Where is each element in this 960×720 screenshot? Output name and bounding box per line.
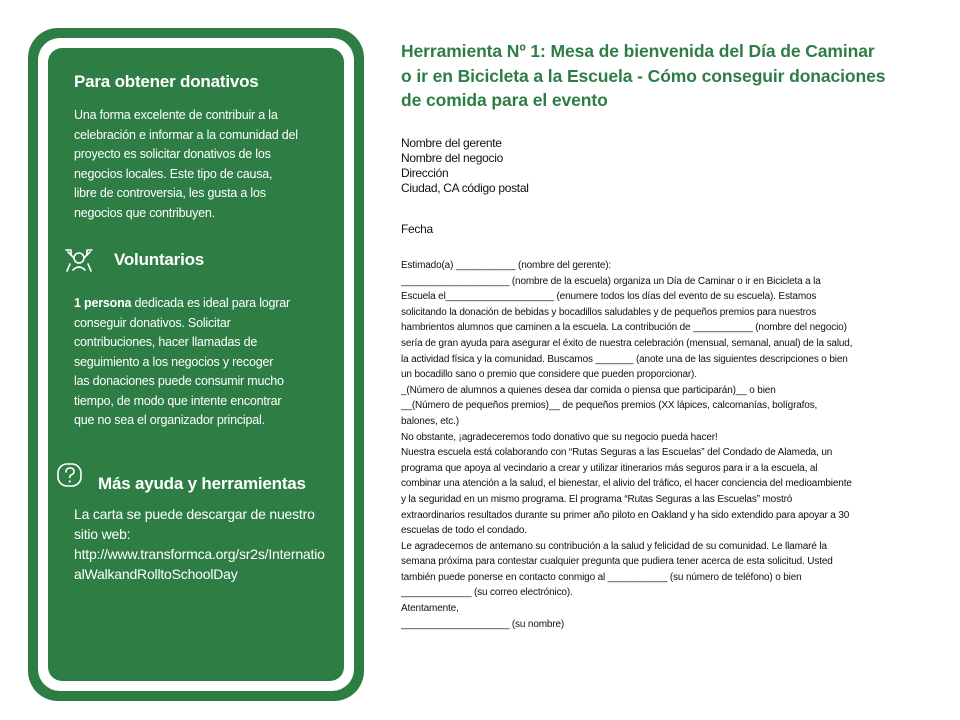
letter-line: Le agradecemos de antemano su contribución a la salud y felicidad de su comunidad. Le llamaré la	[401, 540, 827, 552]
donations-line: negocios locales. Este tipo de causa,	[74, 166, 273, 181]
help-url[interactable]: alWalkandRolltoSchoolDay	[74, 566, 238, 582]
address-line: Nombre del negocio	[401, 151, 503, 165]
volunteers-line: que no sea el organizador principal.	[74, 413, 265, 427]
donations-line: celebración e informar a la comunidad del	[74, 127, 298, 142]
document-title-line: o ir en Bicicleta a la Escuela - Cómo conseguir donaciones	[401, 65, 886, 86]
letter-line: Estimado(a) ___________ (nombre del gerente):	[401, 260, 612, 271]
help-line: La carta se puede descargar de nuestro	[74, 506, 315, 522]
help-url[interactable]: http://www.transformca.org/sr2s/Internatio	[74, 546, 325, 562]
letter-line: hambrientos alumnos que caminen a la escuela. La contribución de ___________ (nombre del negocio)	[401, 322, 847, 334]
letter-line: solicitando la donación de bebidas y bocadillos saludables y de pequeños premios para nuestros	[401, 306, 817, 318]
letter-line: Nuestra escuela está colaborando con “Rutas Seguras a las Escuelas” del Condado de Alameda, un	[401, 447, 833, 459]
donations-title: Para obtener donativos	[74, 72, 259, 91]
address-line: Nombre del gerente	[401, 136, 502, 150]
document-title	[401, 39, 941, 113]
volunteers-line: las donaciones puede consumir mucho	[74, 374, 284, 388]
volunteers-text	[74, 294, 290, 431]
volunteers-line	[74, 294, 290, 314]
donations-line: libre de controversia, les gusta a los	[74, 186, 266, 200]
volunteers-line: tiempo, de modo que intente encontrar	[74, 393, 282, 408]
letter-line: ____________________ (su nombre)	[401, 618, 565, 630]
letter-line: la actividad física y la comunidad. Buscamos _______ (anote una de las siguientes descripciones o bien	[401, 353, 848, 365]
letter-line: ____________________ (nombre de la escuela) organiza un Día de Caminar o ir en Bicicleta a la	[401, 275, 821, 287]
volunteers-title: Voluntarios	[114, 250, 205, 269]
help-title: Más ayuda y herramientas	[98, 474, 306, 493]
donations-line: negocios que contribuyen.	[74, 205, 215, 220]
letter-line: sería de gran ayuda para asegurar el éxito de nuestra celebración (mensual, semanal, anual) de la salud,	[401, 337, 853, 349]
letter-line: Atentamente,	[401, 603, 459, 615]
letter-line: semana próxima para contestar cualquier pregunta que pudiera tener acerca de esta solicitud. Usted	[401, 556, 833, 568]
volunteers-line: conseguir donativos. Solicitar	[74, 315, 231, 330]
volunteers-line: seguimiento a los negocios y recoger	[74, 354, 274, 369]
volunteers-line: contribuciones, hacer llamadas de	[74, 335, 258, 349]
address-line: Ciudad, CA código postal	[401, 181, 529, 195]
document-title-line: Herramienta Nº 1: Mesa de bienvenida del Día de Caminar	[401, 41, 875, 61]
donations-text	[74, 106, 298, 223]
document-title-line: de comida para el evento	[401, 90, 608, 110]
letter-line: No obstante, ¡agradeceremos todo donativo que su negocio pueda hacer!	[401, 431, 718, 443]
donations-line: proyecto es solicitar donativos de los	[74, 147, 271, 161]
letter-line: escuelas de todo el condado.	[401, 525, 527, 537]
volunteers-emphasis: 1 persona	[74, 296, 132, 310]
letter-line: _(Número de alumnos a quienes desea dar comida o piensa que participarán)__ o bien	[401, 384, 776, 396]
letter-line: y la seguridad en un mismo programa. El programa “Rutas Seguras a las Escuelas” mostró	[401, 493, 793, 505]
letter-line: balones, etc.)	[401, 415, 459, 427]
letter-line: Escuela el____________________ (enumere todos los días del evento de su escuela). Estamos	[401, 291, 817, 303]
letter-body	[401, 258, 916, 632]
help-line: sitio web:	[74, 526, 131, 542]
letter-line: __(Número de pequeños premios)__ de pequeños premios (XX lápices, calcomanías, bolígrafos,	[401, 400, 818, 412]
help-text	[74, 504, 325, 584]
question-icon	[56, 461, 84, 489]
recipient-address	[401, 136, 529, 196]
volunteers-icon	[62, 244, 96, 278]
date-line: Fecha	[401, 222, 433, 236]
letter-line: un bocadillo sano o premio que considere que pueden proporcionar).	[401, 369, 697, 381]
letter-line: _____________ (su correo electrónico).	[401, 587, 573, 599]
sidebar-panel	[48, 48, 344, 681]
address-line: Dirección	[401, 166, 449, 180]
letter-line: combinar una atención a la salud, el bienestar, el alivio del tráfico, el hacer conciencia del medioambiente	[401, 478, 852, 490]
letter-line: extraordinarios resultados durante su primer año piloto en Oakland y ha sido extendido para apoyar a 30	[401, 509, 850, 521]
donations-line: Una forma excelente de contribuir a la	[74, 108, 278, 122]
letter-line: programa que apoya al vecindario a crear y utilizar itinerarios más seguros para ir a la escuela, al	[401, 462, 818, 474]
letter-line: también puede ponerse en contacto conmigo al ___________ (su número de teléfono) o bien	[401, 571, 802, 583]
volunteers-line-rest: dedicada es ideal para lograr	[131, 296, 290, 310]
